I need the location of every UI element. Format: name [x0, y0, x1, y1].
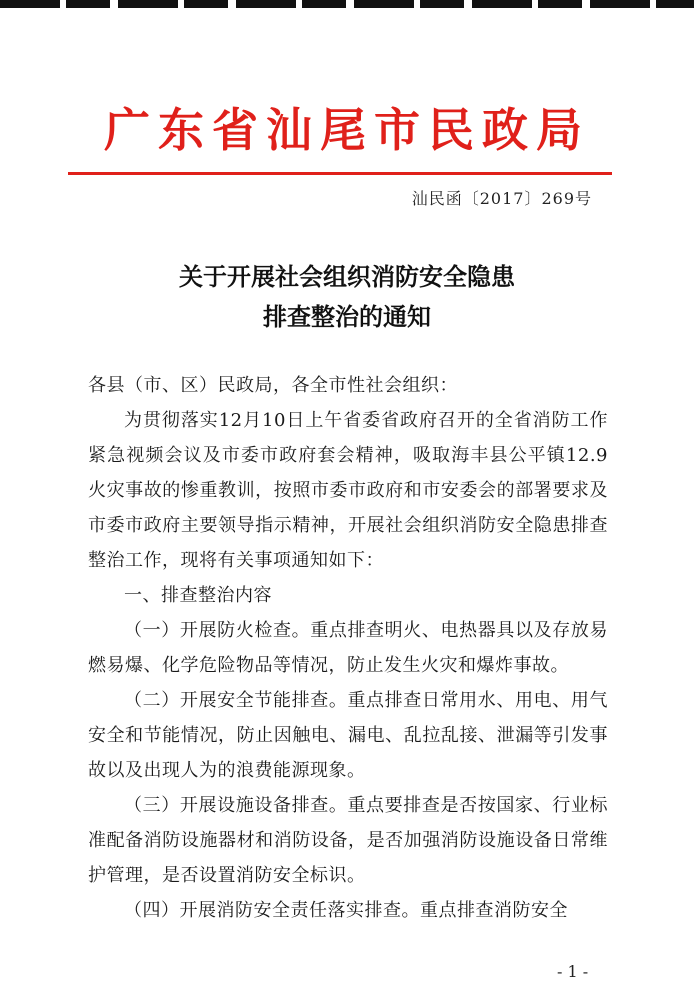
- agency-header: 广东省汕尾市民政局: [104, 103, 590, 157]
- page-number: - 1 -: [557, 962, 589, 981]
- item-paragraph: （一）开展防火检查。重点排查明火、电热器具以及存放易燃易爆、化学危险物品等情况，防止发生火灾和爆炸事故。: [88, 620, 608, 676]
- item-paragraph: （三）开展设施设备排查。重点要排查是否按国家、行业标准配备消防设施器材和消防设备，是否加强消防设施设备日常维护管理，是否设置消防安全标识。: [88, 795, 608, 886]
- scan-edge: [0, 0, 694, 8]
- document-body: [88, 368, 608, 928]
- red-divider: [68, 172, 612, 175]
- item-paragraph: （二）开展安全节能排查。重点排查日常用水、用电、用气安全和节能情况，防止因触电、漏电、乱拉乱接、泄漏等引发事故以及出现人为的浪费能源现象。: [88, 690, 608, 781]
- document-title-line-2: 排查整治的通知: [263, 303, 431, 331]
- section-heading: 一、排查整治内容: [124, 585, 272, 606]
- document-number: 汕民函〔2017〕269号: [411, 189, 592, 208]
- salutation: 各县（市、区）民政局，各全市性社会组织：: [88, 375, 458, 396]
- item-paragraph: （四）开展消防安全责任落实排查。重点排查消防安全: [124, 900, 568, 921]
- intro-paragraph: 为贯彻落实12月10日上午省委省政府召开的全省消防工作紧急视频会议及市委市政府套会精神，吸取海丰县公平镇12.9火灾事故的惨重教训，按照市委市政府和市安委会的部署要求及市委市政府主要领导指示精神，开展社会组织消防安全隐患排查整治工作，现将有关事项通知如下：: [88, 410, 608, 571]
- document-title-line-1: 关于开展社会组织消防安全隐患: [179, 263, 515, 291]
